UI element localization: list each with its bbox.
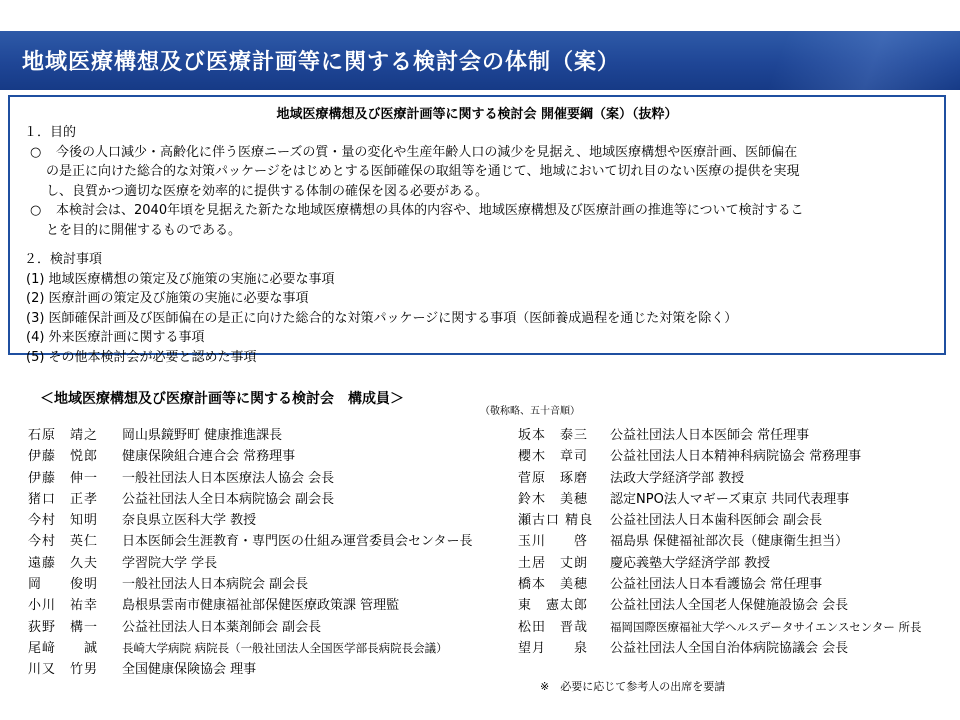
member-name: 石原 靖之 [28,428,99,443]
outline-body [24,123,936,367]
member-name: 尾﨑 誠 [28,640,99,656]
agenda-item: (2) 医療計画の策定及び施策の実施に必要な事項 [26,291,309,306]
member-org: 長崎大学病院 病院長（一般社団法人全国医学部長病院長会議） [122,640,448,655]
purpose-paragraph-1 [24,143,936,202]
member-org: 慶応義塾大学経済学部 教授 [610,555,771,571]
member-org: 一般社団法人日本医療法人協会 会長 [122,470,335,486]
member-name: 瀬古口 精良 [518,513,594,529]
member-name: 小川 祐幸 [28,598,99,614]
member-org: 奈良県立医科大学 教授 [122,513,257,529]
member-name: 菅原 琢磨 [518,470,589,486]
bullet-circle: ○ [30,203,42,218]
member-org: 福岡国際医療福祉大学ヘルスデータサイエンスセンター 所長 [610,619,922,634]
member-name: 玉川 啓 [518,534,589,550]
member-org: 岡山県鏡野町 健康推進課長 [122,428,283,443]
agenda-item: (3) 医師確保計画及び医師偏在の是正に向けた総合的な対策パッケージに関する事項（医師養成過程を通じた対策を除く） [26,310,738,326]
member-org: 公益社団法人日本歯科医師会 副会長 [610,513,823,529]
member-name: 伊藤 悦郎 [28,449,99,465]
agenda-item: (1) 地域医療構想の策定及び施策の実施に必要な事項 [26,271,335,287]
member-org: 日本医師会生涯教育・専門医の仕組み運営委員会センター長 [122,534,473,550]
bullet-circle: ○ [30,144,42,160]
member-org: 法政大学経済学部 教授 [610,470,745,486]
agenda-item: (4) 外来医療計画に関する事項 [26,330,205,345]
member-name: 伊藤 伸一 [28,470,99,486]
members-note: （敬称略、五十音順） [480,406,580,417]
outline-box [8,95,946,365]
member-org: 公益社団法人全国老人保健施設協会 会長 [610,598,849,614]
member-org: 島根県雲南市健康福祉部保健医療政策課 管理監 [122,598,400,614]
member-name: 坂本 泰三 [518,428,589,443]
member-org: 認定NPO法人マギーズ東京 共同代表理事 [610,491,850,507]
outline-heading: 地域医療構想及び医療計画等に関する検討会 開催要綱（案）（抜粋） [276,107,678,122]
member-name: 遠藤 久夫 [28,555,99,571]
section-purpose-title: １．目的 [24,125,77,140]
paragraph-line: 本検討会は、2040年頃を見据えた新たな地域医療構想の具体的内容や、地域医療構想及び医療計画の推進等について検討するこ [56,203,804,218]
paragraph-line: の是正に向けた総合的な対策パッケージをはじめとする医師確保の取組等を通じて、地域において切れ目のない医療の提供を実現 [46,164,800,179]
paragraph-line: 今後の人口減少・高齢化に伴う医療ニーズの質・量の変化や生産年齢人口の減少を見据え、地域医療構想や医療計画、医師偏在 [56,144,798,160]
member-name: 土居 丈朗 [518,555,589,571]
member-org: 福島県 保健福祉部次長（健康衛生担当） [610,534,849,550]
purpose-paragraph-2 [24,201,936,240]
member-name: 岡 俊明 [28,577,99,593]
member-org: 学習院大学 学長 [122,555,218,571]
title-bar [0,31,960,90]
footnote: ※ 必要に応じて参考人の出席を要請 [540,680,726,693]
member-org: 健康保険組合連合会 常務理事 [122,449,296,465]
member-org: 公益社団法人日本精神科病院協会 常務理事 [610,449,862,465]
member-name: 鈴木 美穂 [518,491,589,507]
member-name: 松田 晋哉 [518,619,589,635]
member-org: 公益社団法人日本医師会 常任理事 [610,428,810,443]
member-name: 荻野 構一 [28,619,99,635]
member-name: 橋本 美穂 [518,577,589,593]
member-org: 公益社団法人日本薬剤師会 副会長 [122,619,322,635]
page-title: 地域医療構想及び医療計画等に関する検討会の体制（案） [22,50,621,75]
member-org: 公益社団法人日本看護協会 常任理事 [610,577,823,593]
member-name: 櫻木 章司 [518,449,589,465]
member-name: 望月 泉 [518,640,589,656]
member-name: 今村 知明 [28,513,99,529]
title-bar-accent [660,31,960,90]
member-name: 川又 竹男 [28,662,99,678]
member-org: 一般社団法人日本病院会 副会長 [122,577,309,593]
section-agenda-title: ２．検討事項 [24,252,103,267]
paragraph-line: し、良質かつ適切な医療を効率的に提供する体制の確保を図る必要がある。 [46,183,489,199]
agenda-item: (5) その他本検討会が必要と認めた事項 [26,349,257,365]
members-heading: ＜地域医療構想及び医療計画等に関する検討会 構成員＞ [40,391,404,407]
member-name: 東 憲太郎 [518,598,589,614]
member-name: 今村 英仁 [28,534,99,550]
member-name: 猪口 正孝 [28,491,99,507]
paragraph-line: とを目的に開催するものである。 [46,222,242,238]
member-org: 公益社団法人全国自治体病院協議会 会長 [610,640,849,656]
member-org: 全国健康保険協会 理事 [122,662,257,678]
member-org: 公益社団法人全日本病院協会 副会長 [122,491,335,507]
